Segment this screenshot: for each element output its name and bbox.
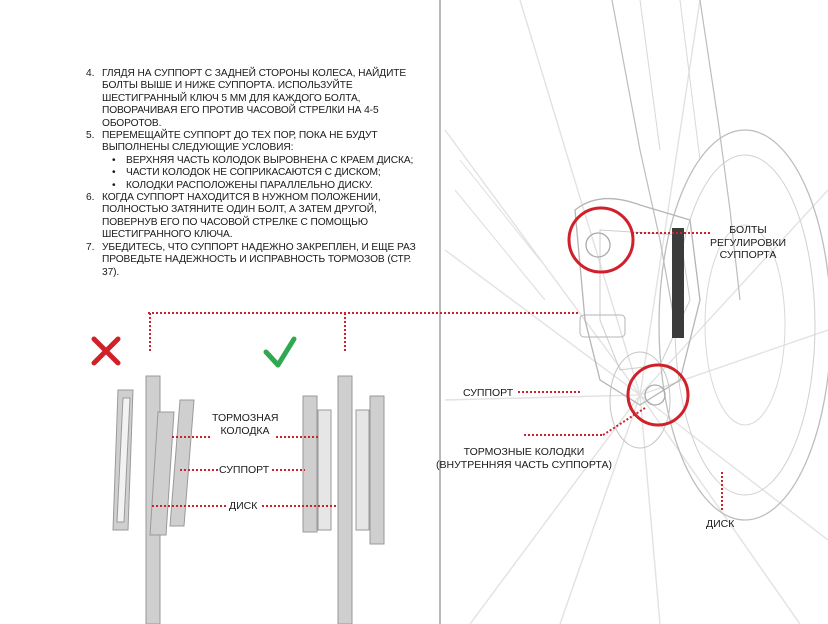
condition-item: • ВЕРХНЯЯ ЧАСТЬ КОЛОДОК ВЫРОВНЕНА С КРАЕМ ДИСКА; [112,155,416,167]
condition-item: • ЧАСТИ КОЛОДОК НЕ СОПРИКАСАЮТСЯ С ДИСКОМ; [112,167,416,179]
right-disc [338,376,352,624]
cross-icon [94,339,118,363]
condition-item: • КОЛОДКИ РАСПОЛОЖЕНЫ ПАРАЛЛЕЛЬНО ДИСКУ. [112,180,416,192]
brake-photo [445,0,828,624]
right-pad-left [303,396,317,532]
step-4: 4. ГЛЯДЯ НА СУППОРТ С ЗАДНЕЙ СТОРОНЫ КОЛЕСА, НАЙДИТЕ БОЛТЫ ВЫШЕ И НИЖЕ СУППОРТА. ИСПОЛЬЗУЙТЕ ШЕСТИГРАННЫЙ КЛЮЧ 5 ММ ДЛЯ КАЖДОГО БОЛТА, ПОВОРАЧИВАЯ ЕГО ПРОТИВ ЧАСОВОЙ СТРЕЛКИ НА 4-5 ОБОРОТОВ. [86,68,407,129]
conditions-list [102,155,416,192]
pads-label: ТОРМОЗНЫЕ КОЛОДКИ (ВНУТРЕННЯЯ ЧАСТЬ СУППОРТА) [436,446,612,471]
right-diagram [303,376,384,624]
bolt-highlight-top [569,208,633,272]
step-7: 7. УБЕДИТЕСЬ, ЧТО СУППОРТ НАДЕЖНО ЗАКРЕПЛЕН, И ЕЩЕ РАЗ ПРОВЕДЬТЕ НАДЕЖНОСТЬ И ИСПРАВНОСТЬ ТОРМОЗОВ (СТР. 37). [86,241,416,278]
bolts-label: БОЛТЫ РЕГУЛИРОВКИ СУППОРТА [709,224,787,261]
step-5: 5. ПЕРЕМЕЩАЙТЕ СУППОРТ ДО ТЕХ ПОР, ПОКА НЕ БУДУТ ВЫПОЛНЕНЫ СЛЕДУЮЩИЕ УСЛОВИЯ: • ВЕРХНЯЯ ЧАСТЬ КОЛОДОК ВЫРОВНЕНА С КРАЕМ ДИСКА; • ЧАСТИ КОЛОДОК НЕ СОПРИКАСАЮТСЯ С ДИСКОМ; • КОЛОДКИ РАСПОЛОЖЕНЫ ПАРАЛЛЕЛЬНО ДИСКУ. [86,130,416,192]
wrong-diagram [113,376,194,624]
check-icon [266,339,294,365]
pad-label: ТОРМОЗНАЯ КОЛОДКА [212,412,279,437]
pads-leader-d [603,408,645,435]
brake-pad-dark [672,228,684,338]
right-pad-right [370,396,384,544]
photo-caliper-label: СУППОРТ [463,387,514,399]
disc-label: ДИСК [229,500,258,512]
wheel-spokes [445,0,828,624]
caliper-label: СУППОРТ [219,464,270,476]
fork-left-edge [612,0,676,330]
step-6: 6. КОГДА СУППОРТ НАХОДИТСЯ В НУЖНОМ ПОЛОЖЕНИИ, ПОЛНОСТЬЮ ЗАТЯНИТЕ ОДИН БОЛТ, А ЗАТЕМ ДРУГОЙ, ПОВЕРНУВ ЕГО ПО ЧАСОВОЙ СТРЕЛКЕ С ПОМОЩЬЮ ШЕСТИГРАННОГО КЛЮЧА. [86,192,381,241]
photo-disc-label: ДИСК [706,518,735,530]
instruction-list [86,68,416,279]
disc-rotor [659,130,828,520]
